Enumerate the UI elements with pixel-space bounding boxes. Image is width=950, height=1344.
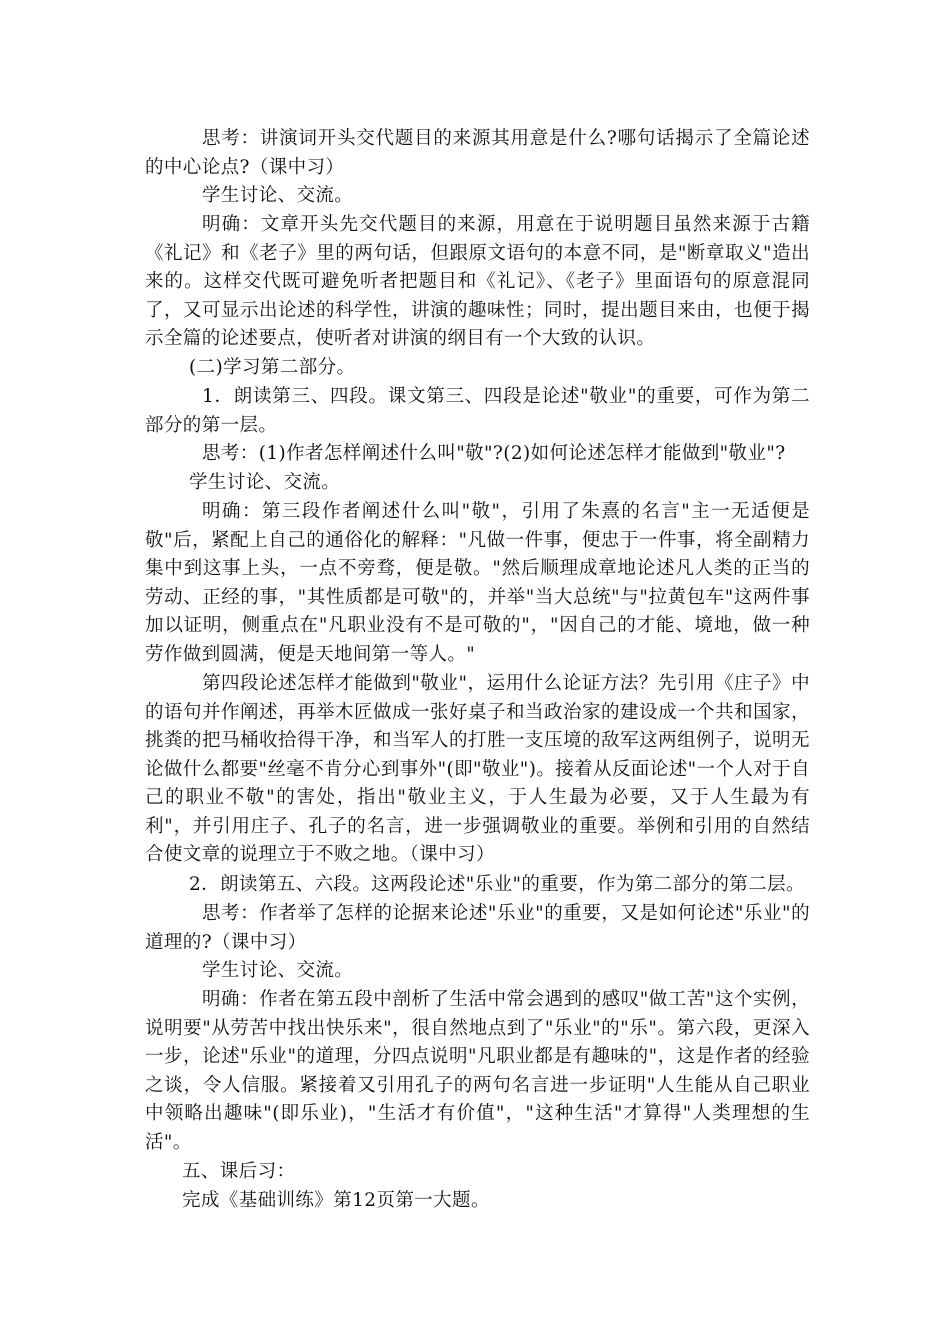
answer-paragraph-1: 明确：文章开头先交代题目的来源，用意在于说明题目虽然来源于古籍《礼记》和《老子》里的两句话，但跟原文语句的本意不同，是"断章取义"造出来的。这样交代既可避免听者把题目和《礼记》、《老子》里面语句的原意混同了，又可显示出论述的科学性，讲演的趣味性；同时，提出题目来由，也便于揭示全篇的论述要点，使听者对讲演的纲目有一个大致的认识。 (145, 214, 810, 349)
reading-step-1: 1．朗读第三、四段。课文第三、四段是论述"敬业"的重要，可作为第二部分的第一层。 (145, 386, 810, 436)
think-question-1: 思考：讲演词开头交代题目的来源其用意是什么?哪句话揭示了全篇论述的中心论点?（课中习） (145, 128, 810, 178)
answer-paragraph-3: 明确：作者在第五段中剖析了生活中常会遇到的感叹"做工苦"这个实例，说明要"从劳苦中找出快乐来"，很自然地点到了"乐业"的"乐"。第六段，更深入一步，论述"乐业"的道理，分四点说明"凡职业都是有趣味的"，这是作者的经验之谈，令人信服。紧接着又引用孔子的两句名言进一步证明"人生能从自己职业中领略出趣味"(即乐业)，"生活才有价值"，"这种生活"才算得"人类理想的生活"。 (145, 989, 810, 1153)
section-heading-homework: 五、课后习： (182, 1161, 296, 1182)
discussion-note-2: 学生讨论、交流。 (189, 472, 341, 493)
discussion-note-1: 学生讨论、交流。 (202, 185, 354, 206)
reading-step-2: 2．朗读第五、六段。这两段论述"乐业"的重要，作为第二部分的第二层。 (189, 874, 805, 895)
discussion-note-3: 学生讨论、交流。 (202, 960, 354, 981)
answer-paragraph-2: 明确：第三段作者阐述什么叫"敬"，引用了朱熹的名言"主一无适便是敬"后，紧配上自己的通俗化的解释："凡做一件事，便忠于一件事，将全副精力集中到这事上头，一点不旁骛，便是敬。"然后顺理成章地论述凡人类的正当的劳动、正经的事，"其性质都是可敬"的，并举"当大总统"与"拉黄包车"这两件事加以证明，侧重点在"凡职业没有不是可敬的"，"因自己的才能、境地，做一种劳作做到圆满，便是天地间第一等人。" (145, 501, 810, 665)
think-question-3: 思考：作者举了怎样的论据来论述"乐业"的重要，又是如何论述"乐业"的道理的?（课中习） (145, 903, 810, 953)
section-heading-part-two: (二)学习第二部分。 (189, 357, 356, 378)
think-question-2: 思考：(1)作者怎样阐述什么叫"敬"?(2)如何论述怎样才能做到"敬业"? (202, 443, 786, 464)
homework-task: 完成《基础训练》第12页第一大题。 (182, 1190, 490, 1211)
paragraph-four-analysis: 第四段论述怎样才能做到"敬业"，运用什么论证方法？先引用《庄子》中的语句并作阐述，再举木匠做成一张好桌子和当政治家的建设成一个共和国家，挑粪的把马桶收拾得干净，和当军人的打胜一支压境的敌军这两组例子，说明无论做什么都要"丝毫不肯分心到事外"(即"敬业")。接着从反面论述"一个人对于自己的职业不敬"的害处，指出"敬业主义，于人生最为必要，又于人生最为有利"，并引用庄子、孔子的名言，进一步强调敬业的重要。举例和引用的自然结合使文章的说理立于不败之地。（课中习） (145, 673, 810, 865)
